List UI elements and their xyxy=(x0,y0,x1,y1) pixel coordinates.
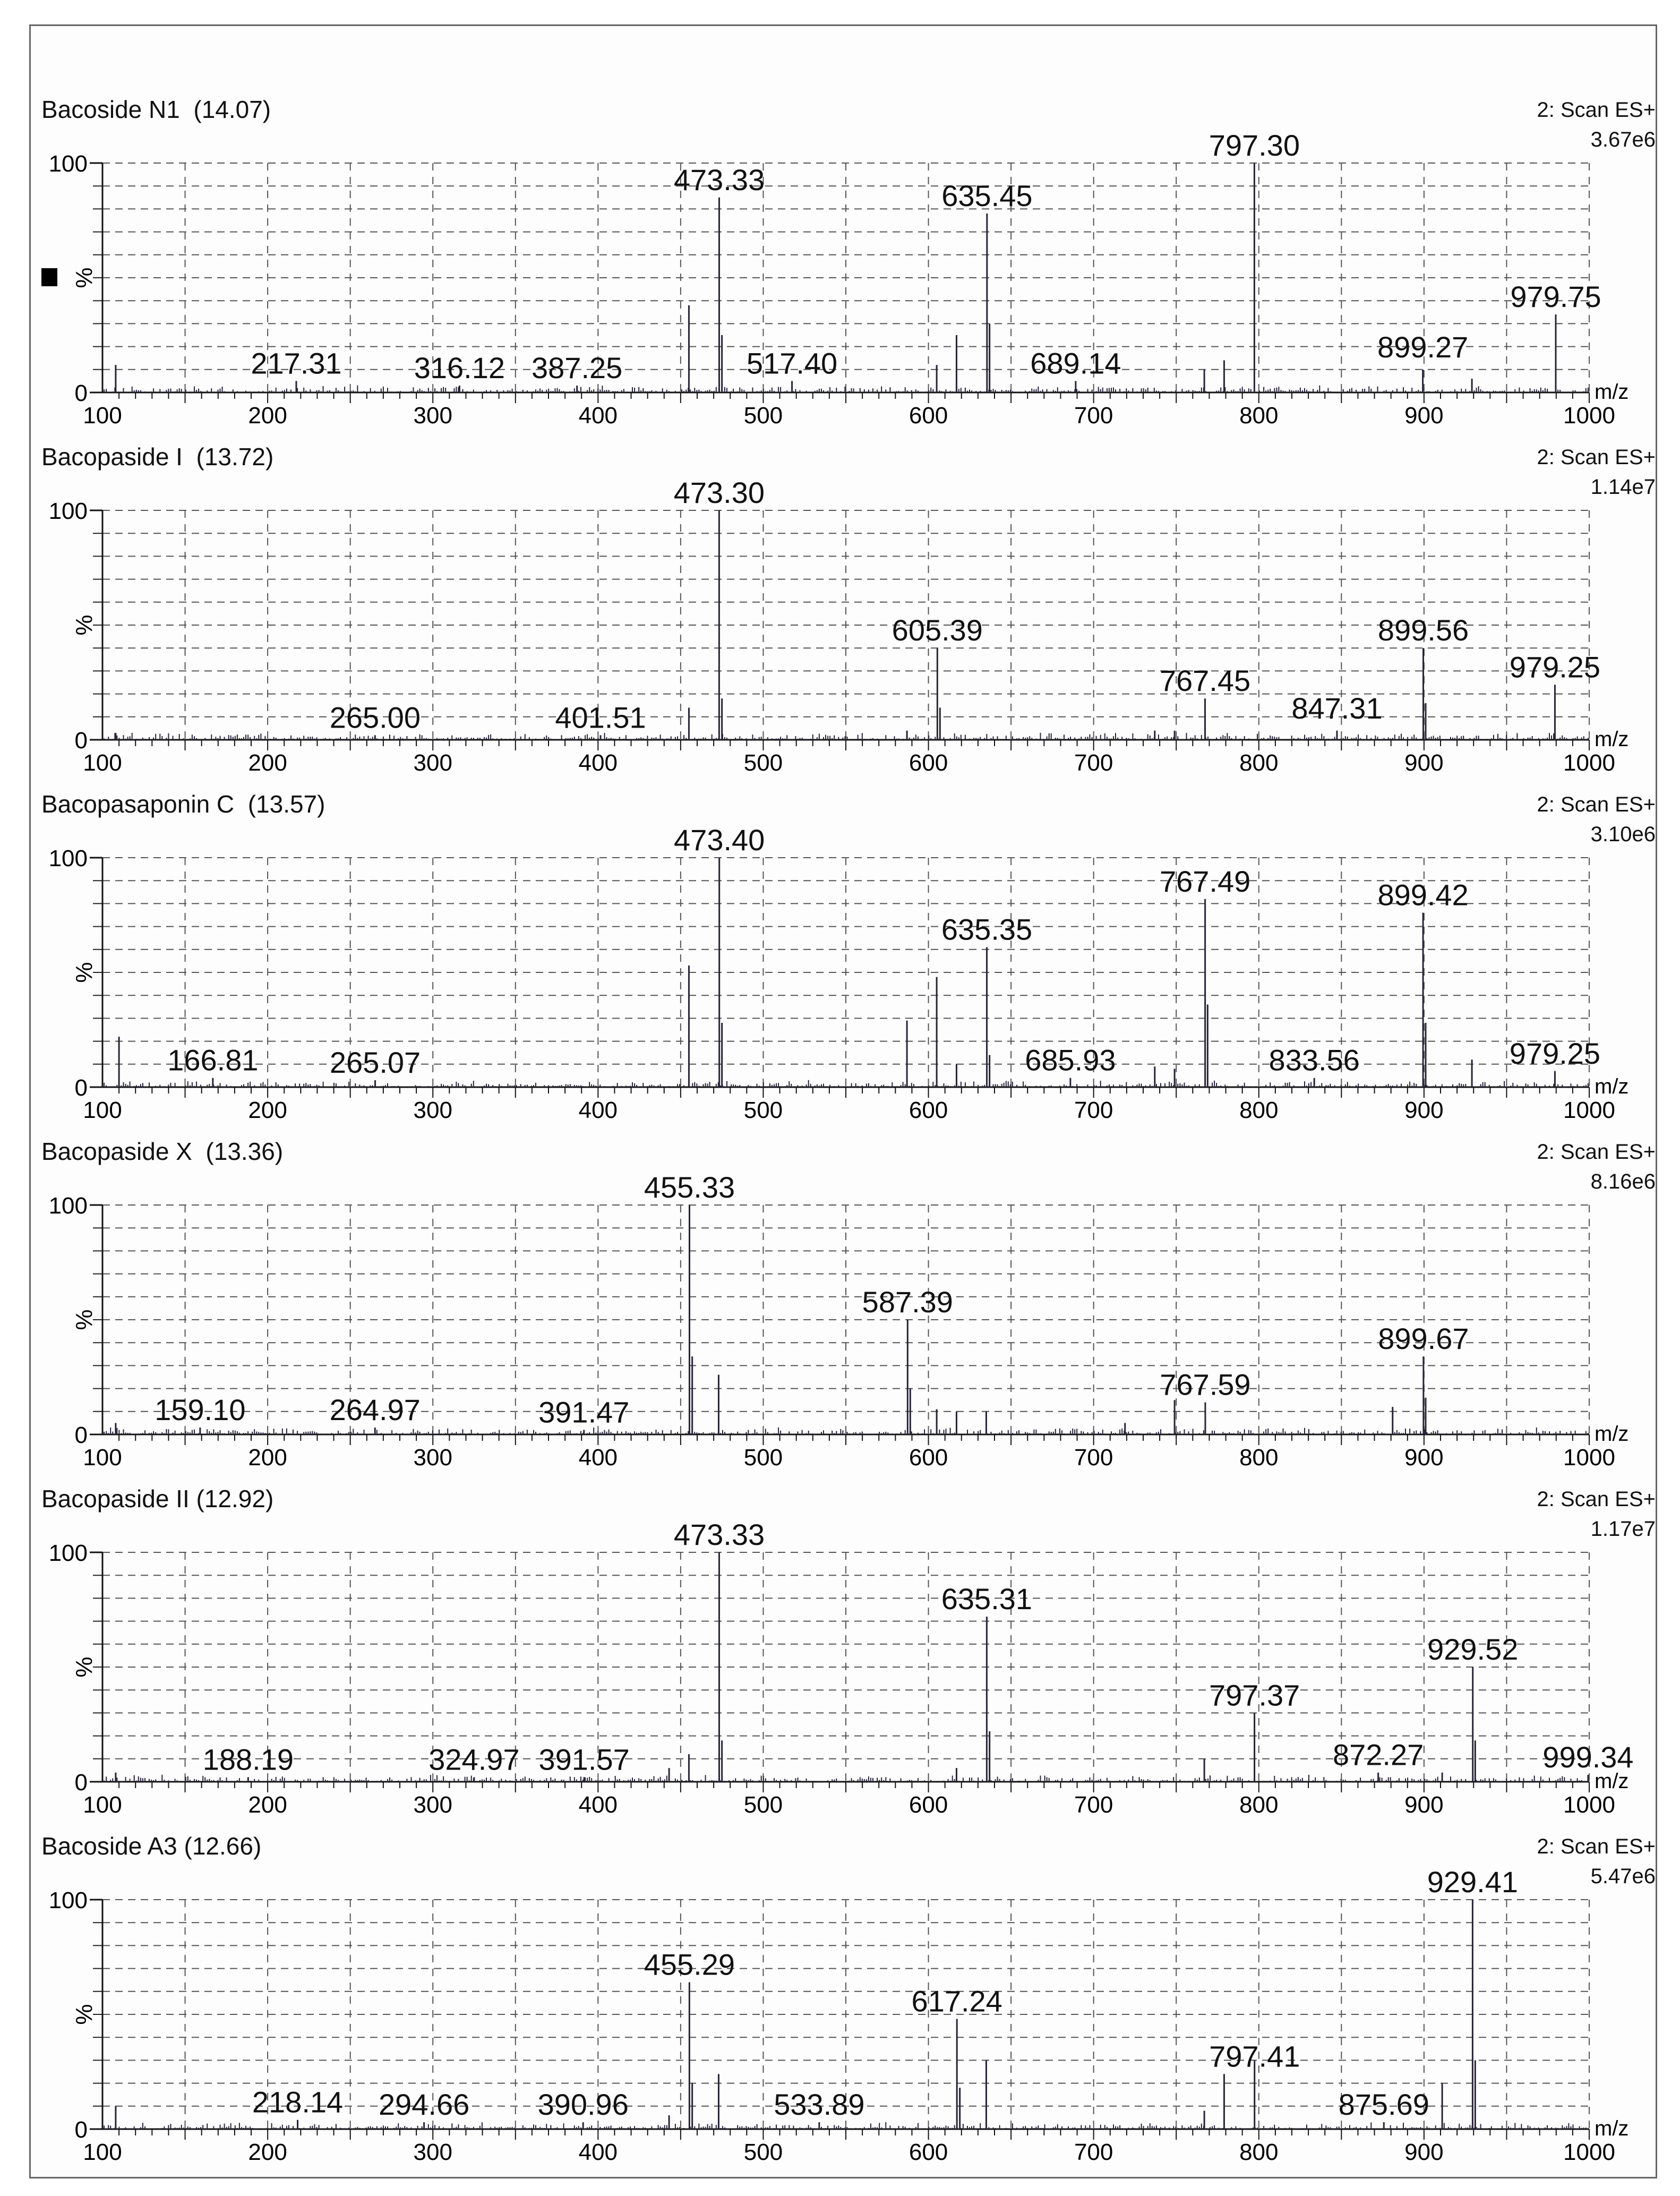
mass-spectrum-plot xyxy=(31,1137,1656,1482)
svg-text:400: 400 xyxy=(578,2139,618,2165)
svg-text:300: 300 xyxy=(413,750,452,776)
svg-text:217.31: 217.31 xyxy=(251,346,342,380)
svg-text:900: 900 xyxy=(1404,1792,1444,1818)
svg-text:635.31: 635.31 xyxy=(941,1582,1033,1616)
panel-title: Bacopaside X (13.36) xyxy=(41,1138,284,1165)
svg-text:100: 100 xyxy=(83,1097,122,1123)
svg-text:100: 100 xyxy=(48,498,88,524)
svg-text:265.00: 265.00 xyxy=(329,700,421,734)
svg-text:455.29: 455.29 xyxy=(644,1947,735,1981)
svg-text:m/z: m/z xyxy=(1595,1770,1629,1793)
spectrum-panel xyxy=(31,790,1656,1135)
svg-text:400: 400 xyxy=(578,1097,618,1123)
svg-text:100: 100 xyxy=(83,1445,122,1471)
svg-text:800: 800 xyxy=(1239,403,1279,429)
svg-text:635.45: 635.45 xyxy=(941,179,1033,213)
svg-text:264.97: 264.97 xyxy=(329,1393,421,1427)
svg-text:200: 200 xyxy=(248,750,287,776)
svg-text:517.40: 517.40 xyxy=(746,346,838,380)
svg-text:473.40: 473.40 xyxy=(674,823,765,857)
svg-text:800: 800 xyxy=(1239,1792,1279,1818)
spectrum-panel xyxy=(31,95,1656,440)
svg-text:600: 600 xyxy=(908,1097,948,1123)
spectrum-panel xyxy=(31,1484,1656,1830)
svg-text:265.07: 265.07 xyxy=(329,1046,421,1080)
svg-text:533.89: 533.89 xyxy=(774,2088,865,2122)
svg-text:218.14: 218.14 xyxy=(252,2085,344,2119)
svg-text:875.69: 875.69 xyxy=(1338,2088,1429,2122)
scan-mode: 2: Scan ES+ xyxy=(1537,1835,1656,1858)
svg-text:767.49: 767.49 xyxy=(1159,864,1251,898)
spectrum-panel xyxy=(31,442,1656,788)
svg-text:700: 700 xyxy=(1074,750,1113,776)
svg-text:800: 800 xyxy=(1239,750,1279,776)
svg-text:m/z: m/z xyxy=(1595,2117,1629,2140)
svg-text:m/z: m/z xyxy=(1595,380,1629,404)
svg-text:900: 900 xyxy=(1404,403,1444,429)
svg-text:100: 100 xyxy=(48,1193,88,1219)
svg-text:500: 500 xyxy=(743,1792,783,1818)
svg-text:100: 100 xyxy=(83,2139,122,2165)
svg-text:300: 300 xyxy=(413,1792,452,1818)
figure-frame xyxy=(29,24,1657,2178)
svg-text:700: 700 xyxy=(1074,1445,1113,1471)
svg-text:979.25: 979.25 xyxy=(1509,1036,1601,1070)
svg-text:316.12: 316.12 xyxy=(414,351,505,385)
svg-text:0: 0 xyxy=(74,380,88,406)
svg-text:1000: 1000 xyxy=(1563,403,1615,429)
panel-title: Bacopasaponin C (13.57) xyxy=(41,790,325,818)
svg-text:0: 0 xyxy=(74,728,88,754)
svg-text:979.25: 979.25 xyxy=(1509,650,1601,684)
svg-text:473.33: 473.33 xyxy=(673,1518,765,1551)
svg-text:899.27: 899.27 xyxy=(1377,330,1469,364)
spectrum-panel xyxy=(31,1832,1656,2177)
svg-text:767.45: 767.45 xyxy=(1159,664,1251,698)
svg-text:0: 0 xyxy=(74,1770,88,1796)
svg-text:500: 500 xyxy=(743,1445,783,1471)
svg-text:1000: 1000 xyxy=(1563,1445,1615,1471)
svg-text:200: 200 xyxy=(248,1097,287,1123)
svg-text:929.41: 929.41 xyxy=(1427,1865,1519,1899)
svg-text:473.30: 473.30 xyxy=(673,476,765,509)
svg-text:999.34: 999.34 xyxy=(1542,1740,1634,1774)
svg-text:600: 600 xyxy=(908,2139,948,2165)
svg-text:797.37: 797.37 xyxy=(1208,1678,1300,1712)
svg-text:100: 100 xyxy=(48,1887,88,1913)
svg-text:797.41: 797.41 xyxy=(1209,2039,1300,2073)
svg-text:900: 900 xyxy=(1404,1445,1444,1471)
svg-text:900: 900 xyxy=(1404,750,1444,776)
panel-title: Bacoside N1 (14.07) xyxy=(41,96,271,123)
svg-text:166.81: 166.81 xyxy=(167,1043,259,1077)
svg-text:900: 900 xyxy=(1404,1097,1444,1123)
svg-text:400: 400 xyxy=(578,750,618,776)
svg-text:833.56: 833.56 xyxy=(1268,1043,1360,1077)
svg-text:800: 800 xyxy=(1239,1445,1279,1471)
svg-text:600: 600 xyxy=(908,1445,948,1471)
svg-text:300: 300 xyxy=(413,2139,452,2165)
svg-text:605.39: 605.39 xyxy=(892,613,983,647)
svg-text:100: 100 xyxy=(48,151,88,177)
svg-text:800: 800 xyxy=(1239,2139,1279,2165)
svg-text:%: % xyxy=(71,2004,97,2025)
svg-text:500: 500 xyxy=(743,2139,783,2165)
svg-text:391.57: 391.57 xyxy=(538,1742,630,1776)
svg-text:899.42: 899.42 xyxy=(1377,878,1469,912)
scan-mode: 2: Scan ES+ xyxy=(1537,1488,1656,1511)
panel-title: Bacopaside II (12.92) xyxy=(41,1485,274,1513)
scan-mode: 2: Scan ES+ xyxy=(1537,446,1656,469)
svg-text:400: 400 xyxy=(578,1792,618,1818)
mass-spectrum-plot xyxy=(31,1484,1656,1830)
max-intensity: 3.67e6 xyxy=(1590,128,1656,151)
svg-text:200: 200 xyxy=(248,1792,287,1818)
svg-text:847.31: 847.31 xyxy=(1291,691,1383,725)
svg-text:600: 600 xyxy=(908,403,948,429)
svg-text:587.39: 587.39 xyxy=(862,1285,953,1319)
svg-text:390.96: 390.96 xyxy=(537,2088,629,2122)
svg-text:600: 600 xyxy=(908,1792,948,1818)
svg-text:m/z: m/z xyxy=(1595,1075,1629,1098)
scan-mode: 2: Scan ES+ xyxy=(1537,98,1656,122)
mass-spectrum-plot xyxy=(31,1832,1656,2177)
svg-text:685.93: 685.93 xyxy=(1025,1043,1116,1077)
svg-text:300: 300 xyxy=(413,1445,452,1471)
svg-text:899.56: 899.56 xyxy=(1377,613,1469,647)
panel-title: Bacoside A3 (12.66) xyxy=(41,1832,262,1860)
scan-mode: 2: Scan ES+ xyxy=(1537,1140,1656,1164)
svg-text:m/z: m/z xyxy=(1595,1422,1629,1446)
svg-text:100: 100 xyxy=(48,1540,88,1566)
svg-text:1000: 1000 xyxy=(1563,1097,1615,1123)
svg-text:800: 800 xyxy=(1239,1097,1279,1123)
svg-text:300: 300 xyxy=(413,1097,452,1123)
svg-text:797.30: 797.30 xyxy=(1208,129,1300,162)
svg-text:200: 200 xyxy=(248,403,287,429)
svg-text:1000: 1000 xyxy=(1563,2139,1615,2165)
svg-text:%: % xyxy=(71,267,97,288)
svg-text:500: 500 xyxy=(743,1097,783,1123)
svg-text:0: 0 xyxy=(74,1422,88,1448)
svg-text:0: 0 xyxy=(74,1075,88,1101)
svg-text:100: 100 xyxy=(48,845,88,871)
svg-text:689.14: 689.14 xyxy=(1030,346,1121,380)
svg-text:700: 700 xyxy=(1074,1097,1113,1123)
svg-text:324.97: 324.97 xyxy=(428,1742,520,1776)
svg-text:455.33: 455.33 xyxy=(644,1170,735,1204)
mass-spectrum-plot xyxy=(31,442,1656,788)
svg-text:%: % xyxy=(71,1656,97,1678)
svg-text:294.66: 294.66 xyxy=(378,2088,470,2122)
svg-text:0: 0 xyxy=(74,2117,88,2143)
svg-text:100: 100 xyxy=(83,1792,122,1818)
svg-text:%: % xyxy=(71,614,97,636)
svg-text:635.35: 635.35 xyxy=(941,912,1033,946)
svg-text:391.47: 391.47 xyxy=(538,1395,630,1429)
svg-text:700: 700 xyxy=(1074,1792,1113,1818)
svg-text:%: % xyxy=(71,1309,97,1330)
svg-text:387.25: 387.25 xyxy=(532,351,623,385)
svg-text:100: 100 xyxy=(83,403,122,429)
svg-text:500: 500 xyxy=(743,403,783,429)
svg-text:500: 500 xyxy=(743,750,783,776)
svg-text:200: 200 xyxy=(248,2139,287,2165)
max-intensity: 5.47e6 xyxy=(1590,1865,1656,1888)
mass-spectrum-plot xyxy=(31,95,1656,440)
svg-text:899.67: 899.67 xyxy=(1378,1322,1469,1356)
svg-text:617.24: 617.24 xyxy=(911,1984,1002,2018)
svg-text:188.19: 188.19 xyxy=(202,1742,294,1776)
svg-text:200: 200 xyxy=(248,1445,287,1471)
max-intensity: 1.14e7 xyxy=(1590,475,1656,499)
svg-text:%: % xyxy=(71,962,97,983)
svg-text:900: 900 xyxy=(1404,2139,1444,2165)
svg-text:929.52: 929.52 xyxy=(1427,1633,1519,1666)
svg-text:600: 600 xyxy=(908,750,948,776)
max-intensity: 1.17e7 xyxy=(1590,1517,1656,1541)
spectrum-panel xyxy=(31,1137,1656,1482)
svg-text:872.27: 872.27 xyxy=(1332,1738,1424,1772)
max-intensity: 3.10e6 xyxy=(1590,823,1656,846)
svg-text:1000: 1000 xyxy=(1563,1792,1615,1818)
svg-text:473.33: 473.33 xyxy=(673,163,765,196)
scan-mode: 2: Scan ES+ xyxy=(1537,793,1656,816)
svg-text:m/z: m/z xyxy=(1595,728,1629,751)
svg-text:100: 100 xyxy=(83,750,122,776)
svg-text:400: 400 xyxy=(578,403,618,429)
svg-text:700: 700 xyxy=(1074,2139,1113,2165)
svg-text:700: 700 xyxy=(1074,403,1113,429)
svg-text:300: 300 xyxy=(413,403,452,429)
svg-text:401.51: 401.51 xyxy=(555,700,646,734)
svg-text:979.75: 979.75 xyxy=(1510,280,1601,314)
svg-text:1000: 1000 xyxy=(1563,750,1615,776)
mass-spectrum-plot xyxy=(31,790,1656,1135)
svg-text:767.59: 767.59 xyxy=(1160,1368,1251,1402)
svg-text:400: 400 xyxy=(578,1445,618,1471)
max-intensity: 8.16e6 xyxy=(1590,1170,1656,1193)
panel-title: Bacopaside I (13.72) xyxy=(41,443,274,471)
svg-text:159.10: 159.10 xyxy=(155,1393,246,1427)
